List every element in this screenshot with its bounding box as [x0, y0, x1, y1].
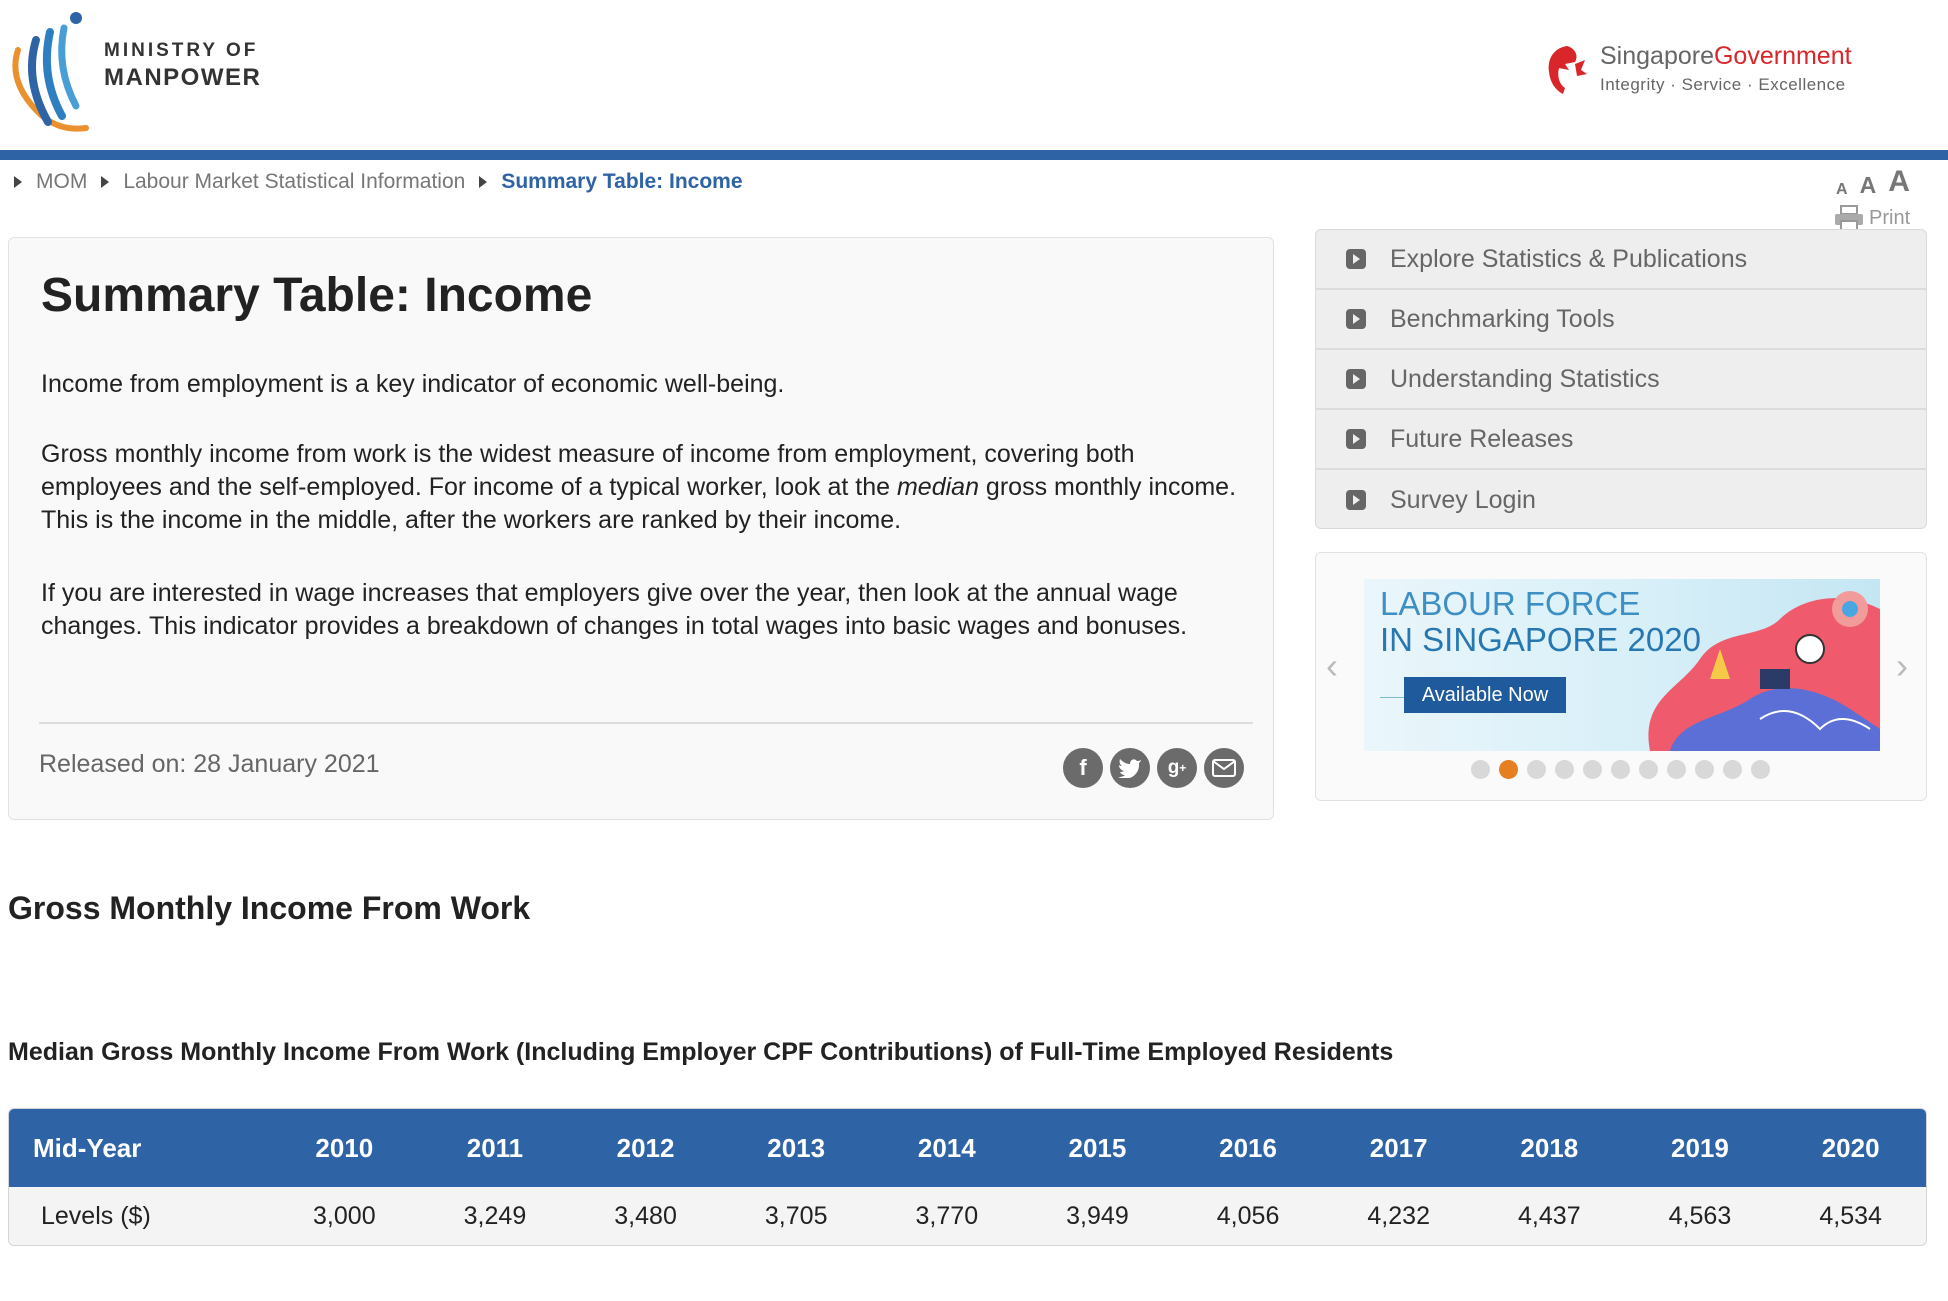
- table-header-row: [9, 1109, 1926, 1187]
- carousel-dot[interactable]: [1695, 760, 1714, 779]
- table-cell: 4,437: [1474, 1187, 1625, 1245]
- facebook-icon[interactable]: f: [1063, 748, 1103, 788]
- lion-head-icon[interactable]: [1545, 44, 1589, 96]
- breadcrumb-arrow-icon: [101, 176, 109, 188]
- sidebar-item-label: Benchmarking Tools: [1390, 304, 1615, 333]
- arrow-bullet-icon: [1346, 249, 1366, 269]
- banner-carousel: [1315, 552, 1927, 801]
- page-title: Summary Table: Income: [41, 269, 593, 322]
- mom-logo-icon[interactable]: [6, 10, 98, 134]
- table-header-label: Mid-Year: [9, 1109, 269, 1187]
- sidebar-item-label: Survey Login: [1390, 485, 1536, 514]
- sg-word2: Government: [1713, 42, 1852, 70]
- table-cell: 3,770: [872, 1187, 1023, 1245]
- mom-line2: MANPOWER: [104, 64, 262, 91]
- chevron-right-icon[interactable]: ›: [1896, 645, 1908, 686]
- carousel-dot[interactable]: [1499, 760, 1518, 779]
- printer-icon: [1833, 205, 1865, 231]
- table-header-year: 2017: [1323, 1109, 1474, 1187]
- font-size-large-button[interactable]: A: [1888, 165, 1910, 198]
- intro-paragraph-1: Income from employment is a key indicator of economic well-being.: [41, 370, 785, 398]
- banner-line2: IN SINGAPORE 2020: [1380, 621, 1701, 658]
- sidebar-item-label: Explore Statistics & Publications: [1390, 244, 1748, 273]
- font-size-small-button[interactable]: A: [1836, 181, 1848, 198]
- social-share: [1063, 748, 1244, 788]
- breadcrumb-arrow-icon: [479, 176, 487, 188]
- table-header-year: 2014: [872, 1109, 1023, 1187]
- income-table: [8, 1108, 1927, 1246]
- carousel-dots: [1471, 760, 1770, 779]
- table-cell: 4,534: [1775, 1187, 1926, 1245]
- carousel-dot[interactable]: [1471, 760, 1490, 779]
- labour-force-banner[interactable]: [1364, 579, 1880, 751]
- table-row-label: Levels ($): [9, 1187, 269, 1245]
- mom-line1: MINISTRY OF: [104, 40, 259, 61]
- table-header-year: 2011: [420, 1109, 571, 1187]
- sidebar-item-label: Future Releases: [1390, 424, 1574, 453]
- table-header-year: 2018: [1474, 1109, 1625, 1187]
- google-plus-icon[interactable]: g +: [1157, 748, 1197, 788]
- table-title: Median Gross Monthly Income From Work (Including Employer CPF Contributions) of Full-Time Employed Residents: [8, 1038, 1394, 1066]
- available-now-button[interactable]: Available Now: [1404, 677, 1566, 713]
- arrow-bullet-icon: [1346, 369, 1366, 389]
- sg-government-wordmark[interactable]: [1600, 42, 1852, 95]
- median-emphasis: median: [896, 473, 979, 501]
- sidebar-item-understanding-statistics[interactable]: [1316, 350, 1926, 410]
- table-header-year: 2015: [1022, 1109, 1173, 1187]
- breadcrumb-link-lmsi[interactable]: Labour Market Statistical Information: [123, 170, 466, 193]
- table-cell: 4,232: [1323, 1187, 1474, 1245]
- table-header-year: 2012: [570, 1109, 721, 1187]
- print-button[interactable]: [1833, 205, 1910, 231]
- chevron-left-icon[interactable]: ‹: [1326, 645, 1338, 686]
- breadcrumb-link-mom[interactable]: MOM: [36, 170, 88, 193]
- card-divider: [39, 722, 1253, 724]
- carousel-dot[interactable]: [1611, 760, 1630, 779]
- table-header-year: 2020: [1775, 1109, 1926, 1187]
- banner-line1: LABOUR FORCE: [1380, 585, 1641, 622]
- arrow-bullet-icon: [1346, 309, 1366, 329]
- sg-tagline: Integrity · Service · Excellence: [1600, 75, 1846, 94]
- carousel-dot[interactable]: [1751, 760, 1770, 779]
- header-divider-bar: [0, 150, 1948, 160]
- carousel-dot[interactable]: [1639, 760, 1658, 779]
- font-size-medium-button[interactable]: A: [1859, 172, 1877, 198]
- font-size-controls: [1836, 165, 1910, 199]
- table-cell: 3,705: [721, 1187, 872, 1245]
- arrow-bullet-icon: [1346, 429, 1366, 449]
- table-cell: 3,249: [420, 1187, 571, 1245]
- email-icon[interactable]: [1204, 748, 1244, 788]
- print-label: Print: [1869, 206, 1911, 229]
- table-cell: 4,563: [1625, 1187, 1776, 1245]
- sidebar-item-explore-statistics[interactable]: [1316, 230, 1926, 290]
- arrow-bullet-icon: [1346, 490, 1366, 510]
- carousel-dot[interactable]: [1723, 760, 1742, 779]
- sg-word1: Singapore: [1600, 42, 1714, 70]
- table-cell: 3,949: [1022, 1187, 1173, 1245]
- intro-paragraph-2: Gross monthly income from work is the widest measure of income from employment, covering both employees and the self-employed. For income of a typical worker, look at the median gross monthly income. This is the income in the middle, after the workers are ranked by their income.: [41, 440, 1237, 534]
- carousel-dot[interactable]: [1583, 760, 1602, 779]
- table-header-year: 2010: [269, 1109, 420, 1187]
- table-header-year: 2016: [1173, 1109, 1324, 1187]
- table-cell: 3,480: [570, 1187, 721, 1245]
- banner-illustration-icon: [1610, 579, 1880, 751]
- table-header-year: 2019: [1625, 1109, 1776, 1187]
- breadcrumb: [10, 168, 743, 196]
- sidebar-item-future-releases[interactable]: [1316, 410, 1926, 470]
- section-title: Gross Monthly Income From Work: [8, 890, 531, 926]
- table-header-year: 2013: [721, 1109, 872, 1187]
- carousel-dot[interactable]: [1555, 760, 1574, 779]
- table-cell: 3,000: [269, 1187, 420, 1245]
- intro-paragraph-3: If you are interested in wage increases that employers give over the year, then look at the annual wage changes. This indicator provides a breakdown of changes in total wages into basic wages and bonuses.: [41, 579, 1188, 640]
- release-date: Released on: 28 January 2021: [39, 750, 380, 778]
- breadcrumb-arrow-icon: [14, 176, 22, 188]
- carousel-dot[interactable]: [1527, 760, 1546, 779]
- table-row: [9, 1187, 1926, 1245]
- breadcrumb-current: Summary Table: Income: [501, 170, 743, 193]
- site-header: [0, 0, 1948, 150]
- intro-card: [8, 237, 1274, 820]
- sidebar-item-label: Understanding Statistics: [1390, 364, 1660, 393]
- carousel-dot[interactable]: [1667, 760, 1686, 779]
- sidebar-item-survey-login[interactable]: [1316, 470, 1926, 530]
- mom-wordmark[interactable]: [104, 40, 261, 92]
- banner-rule: [1380, 697, 1404, 698]
- table-cell: 4,056: [1173, 1187, 1324, 1245]
- twitter-icon[interactable]: [1110, 748, 1150, 788]
- sidebar-item-benchmarking-tools[interactable]: [1316, 290, 1926, 350]
- sidebar-menu: [1315, 229, 1927, 529]
